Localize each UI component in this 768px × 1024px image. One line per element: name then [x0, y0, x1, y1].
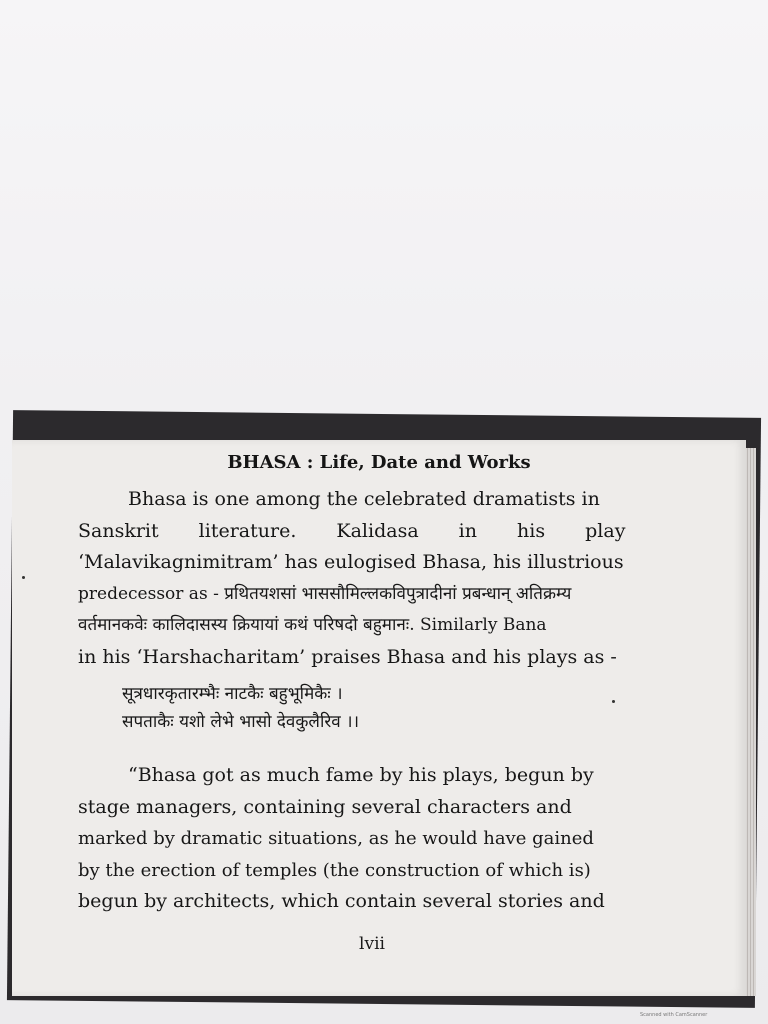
text-line: in his ‘Harshacharitam’ praises Bhasa and his plays as - — [78, 645, 617, 668]
text-line: ‘Malavikagnimitram’ has eulogised Bhasa, his illustrious — [78, 551, 624, 573]
text-line: predecessor as - प्रथितयशसां भाससौमिल्लकविपुत्रादीनां प्रबन्धान् अतिक्रम्य — [78, 583, 572, 604]
page-number: lvii — [359, 934, 385, 954]
text-line: Bhasa is one among the celebrated dramatists in — [128, 488, 600, 510]
sanskrit-verse — [122, 680, 622, 736]
chapter-heading: BHASA : Life, Date and Works — [227, 452, 531, 473]
text-line: marked by dramatic situations, as he would have gained — [78, 828, 594, 849]
paragraph-2 — [78, 760, 661, 918]
text-line: Sanskrit literature. Kalidasa in his play — [78, 519, 626, 542]
speck — [612, 700, 615, 703]
book-page — [12, 440, 746, 996]
scanner-watermark: Scanned with CamScanner — [640, 1012, 708, 1018]
text-line: begun by architects, which contain several stories and — [78, 890, 605, 912]
text-line: stage managers, containing several characters and — [78, 795, 572, 818]
text-line: by the erection of temples (the construction of which is) — [78, 859, 591, 881]
paragraph-1 — [78, 484, 661, 673]
text-line: “Bhasa got as much fame by his plays, begun by — [128, 764, 594, 786]
verse-line: सूत्रधारकृतारम्भैः नाटकैः बहुभूमिकैः । — [122, 684, 343, 704]
verse-line: सपताकैः यशो लेभे भासो देवकुलैरिव ।। — [122, 712, 360, 732]
speck — [22, 576, 25, 579]
text-line: वर्तमानकवेः कालिदासस्य क्रियायां कथं परिषदो बहुमानः. Similarly Bana — [78, 615, 547, 635]
